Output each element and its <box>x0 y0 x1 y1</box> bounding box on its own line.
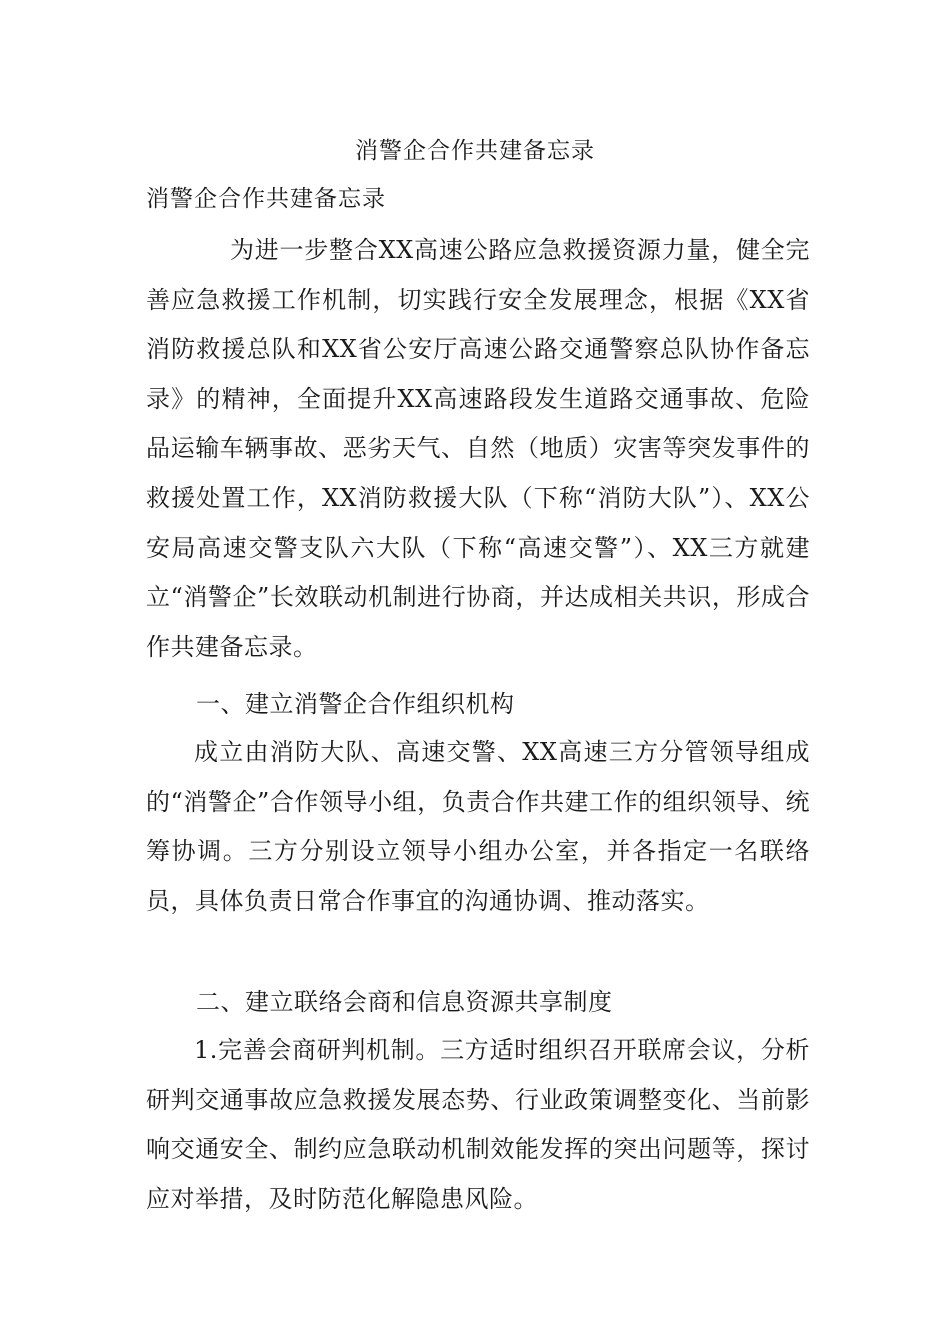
document-subtitle: 消警企合作共建备忘录 <box>146 186 386 212</box>
section-1-paragraph: 成立由消防大队、高速交警、XX高速三方分管领导组成的“消警企”合作领导小组，负责合作共建工作的组织领导、统筹协调。三方分别设立领导小组办公室，并各指定一名联络员，具体负责日常合作事宜的沟通协调、推动落实。 <box>146 738 810 915</box>
section-2-heading: 二、建立联络会商和信息资源共享制度 <box>196 988 613 1016</box>
intro-paragraph: 为进一步整合XX高速公路应急救援资源力量，健全完善应急救援工作机制，切实践行安全发展理念，根据《XX省消防救援总队和XX省公安厅高速公路交通警察总队协作备忘录》的精神，全面提升XX高速路段发生道路交通事故、危险品运输车辆事故、恶劣天气、自然（地质）灾害等突发事件的救援处置工作，XX消防救援大队（下称“消防大队”）、XX公安局高速交警支队六大队（下称“高速交警”）、XX三方就建立“消警企”长效联动机制进行协商，并达成相关共识，形成合作共建备忘录。 <box>146 236 810 661</box>
section-1-heading: 一、建立消警企合作组织机构 <box>196 690 515 718</box>
section-2-item-1: 1.完善会商研判机制。三方适时组织召开联席会议，分析研判交通事故应急救援发展态势、行业政策调整变化、当前影响交通安全、制约应急联动机制效能发挥的突出问题等，探讨应对举措，及时防范化解隐患风险。 <box>146 1036 810 1213</box>
document-title: 消警企合作共建备忘录 <box>355 138 595 164</box>
